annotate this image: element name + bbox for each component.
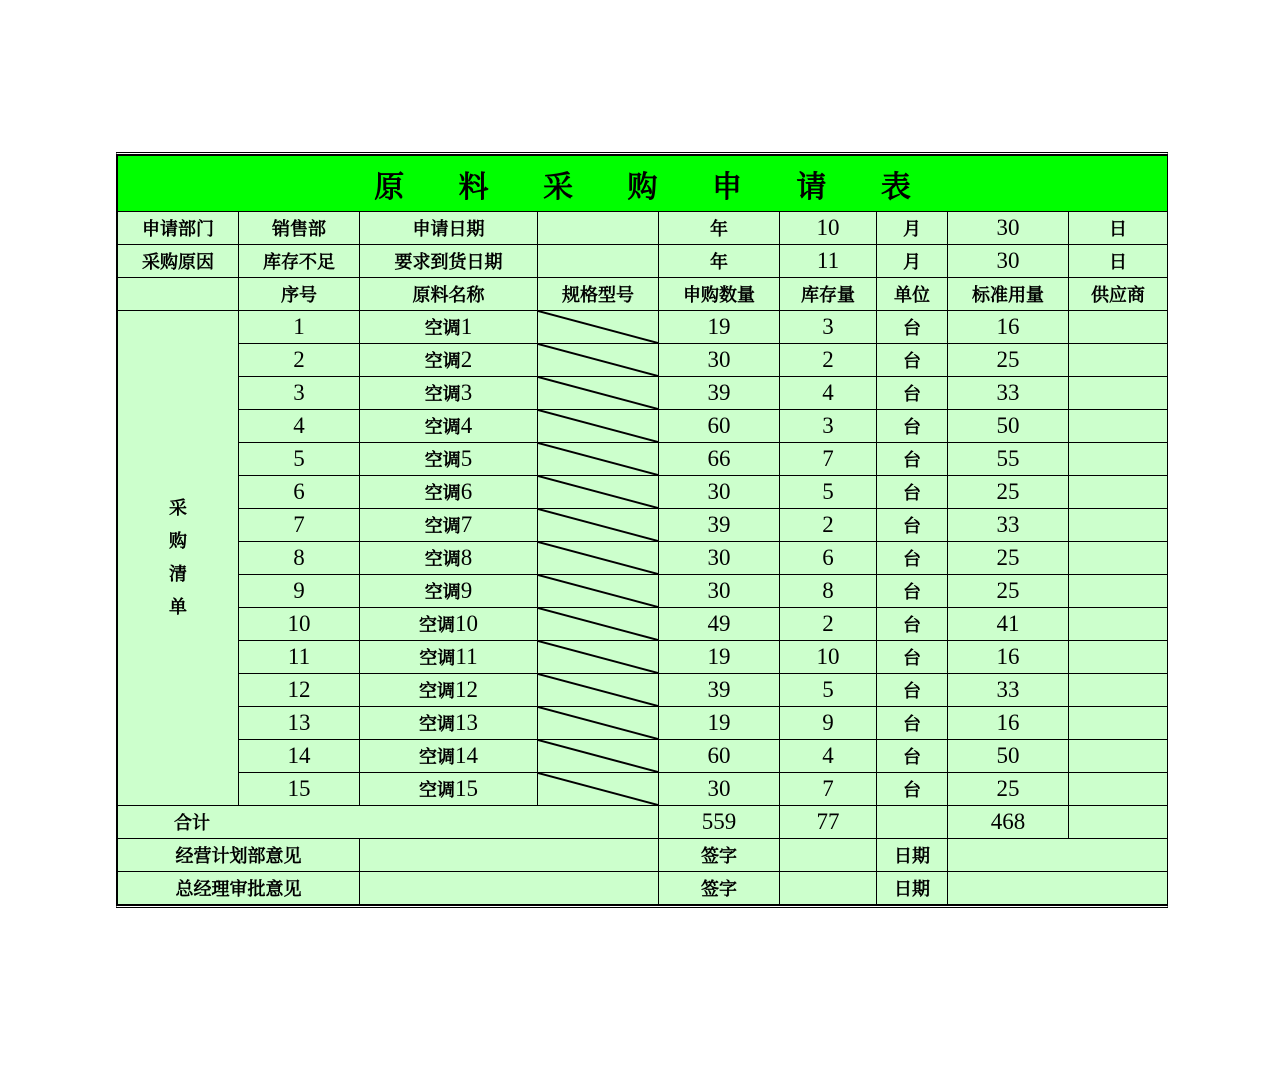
item-supplier[interactable] <box>1069 476 1168 509</box>
item-spec-slash <box>538 542 659 575</box>
item-name[interactable] <box>360 608 538 641</box>
item-row <box>118 707 1168 740</box>
required-month-value[interactable]: 11 <box>780 245 877 278</box>
item-row <box>118 608 1168 641</box>
purchase-request-form <box>116 152 1168 908</box>
required-day-label: 日 <box>1069 245 1168 278</box>
item-std[interactable]: 50 <box>948 410 1069 443</box>
item-qty[interactable]: 19 <box>659 641 780 674</box>
approval-label: 总经理审批意见 <box>118 872 360 905</box>
item-name-number: 9 <box>460 578 473 603</box>
item-std[interactable]: 33 <box>948 509 1069 542</box>
item-stock[interactable]: 5 <box>780 476 877 509</box>
item-name-number: 1 <box>460 314 473 339</box>
item-supplier[interactable] <box>1069 641 1168 674</box>
item-name-prefix: 空调 <box>424 582 461 603</box>
item-unit: 台 <box>877 575 948 608</box>
approval-opinion-field[interactable] <box>360 839 659 872</box>
item-supplier[interactable] <box>1069 443 1168 476</box>
item-name-number: 4 <box>460 413 473 438</box>
apply-month-label: 月 <box>877 212 948 245</box>
item-spec-slash <box>538 740 659 773</box>
item-no: 11 <box>239 641 360 674</box>
item-no: 2 <box>239 344 360 377</box>
item-stock[interactable]: 3 <box>780 410 877 443</box>
item-name-number: 6 <box>460 479 473 504</box>
item-unit: 台 <box>877 707 948 740</box>
column-header-blank <box>118 278 239 311</box>
approval-date-field[interactable] <box>948 839 1168 872</box>
required-day-value[interactable]: 30 <box>948 245 1069 278</box>
item-row <box>118 443 1168 476</box>
item-qty[interactable]: 30 <box>659 773 780 806</box>
item-std[interactable]: 55 <box>948 443 1069 476</box>
item-supplier[interactable] <box>1069 344 1168 377</box>
item-no: 7 <box>239 509 360 542</box>
item-supplier[interactable] <box>1069 410 1168 443</box>
item-unit: 台 <box>877 542 948 575</box>
item-stock[interactable]: 2 <box>780 608 877 641</box>
apply-dept-label: 申请部门 <box>118 212 239 245</box>
item-no: 14 <box>239 740 360 773</box>
column-header-row <box>118 278 1168 311</box>
item-unit: 台 <box>877 476 948 509</box>
item-qty[interactable]: 30 <box>659 542 780 575</box>
approval-row <box>118 839 1168 872</box>
item-spec-slash <box>538 575 659 608</box>
item-name-prefix: 空调 <box>419 615 455 636</box>
diagonal-slash <box>538 773 658 805</box>
approval-sign-field[interactable] <box>780 839 877 872</box>
apply-dept-value[interactable]: 销售部 <box>239 212 360 245</box>
diagonal-slash <box>538 443 658 475</box>
item-no: 3 <box>239 377 360 410</box>
item-unit: 台 <box>877 311 948 344</box>
item-no: 13 <box>239 707 360 740</box>
item-stock[interactable]: 7 <box>780 443 877 476</box>
item-row <box>118 740 1168 773</box>
side-label-text: 采 购 清 单 <box>169 498 187 618</box>
item-unit: 台 <box>877 773 948 806</box>
item-name[interactable] <box>360 740 538 773</box>
diagonal-slash <box>538 608 658 640</box>
diagonal-slash <box>538 674 658 706</box>
item-supplier[interactable] <box>1069 542 1168 575</box>
item-spec-slash <box>538 674 659 707</box>
item-name[interactable] <box>360 509 538 542</box>
item-no: 10 <box>239 608 360 641</box>
item-name-number: 15 <box>455 776 478 801</box>
item-std[interactable]: 16 <box>948 707 1069 740</box>
apply-day-label: 日 <box>1069 212 1168 245</box>
item-stock[interactable]: 8 <box>780 575 877 608</box>
item-stock[interactable]: 9 <box>780 707 877 740</box>
item-no: 5 <box>239 443 360 476</box>
item-row <box>118 509 1168 542</box>
item-unit: 台 <box>877 608 948 641</box>
item-spec-slash <box>538 476 659 509</box>
approval-sign-label: 签字 <box>659 839 780 872</box>
item-no: 6 <box>239 476 360 509</box>
item-std[interactable]: 50 <box>948 740 1069 773</box>
total-supplier <box>1069 806 1168 839</box>
item-no: 1 <box>239 311 360 344</box>
approval-opinion-field[interactable] <box>360 872 659 905</box>
total-qty: 559 <box>659 806 780 839</box>
reason-value[interactable]: 库存不足 <box>239 245 360 278</box>
item-spec-slash <box>538 509 659 542</box>
item-spec-slash <box>538 443 659 476</box>
item-qty[interactable]: 19 <box>659 311 780 344</box>
item-no: 4 <box>239 410 360 443</box>
item-row <box>118 641 1168 674</box>
item-name-number: 5 <box>460 446 473 471</box>
item-name-number: 7 <box>460 512 473 537</box>
item-name[interactable] <box>360 476 538 509</box>
item-unit: 台 <box>877 377 948 410</box>
item-std[interactable]: 25 <box>948 344 1069 377</box>
item-name-number: 2 <box>460 347 473 372</box>
item-qty[interactable]: 19 <box>659 707 780 740</box>
item-supplier[interactable] <box>1069 707 1168 740</box>
item-no: 9 <box>239 575 360 608</box>
item-stock[interactable]: 2 <box>780 509 877 542</box>
item-row <box>118 476 1168 509</box>
item-supplier[interactable] <box>1069 773 1168 806</box>
item-unit: 台 <box>877 641 948 674</box>
apply-month-value[interactable]: 10 <box>780 212 877 245</box>
item-spec-slash <box>538 410 659 443</box>
item-no: 15 <box>239 773 360 806</box>
item-unit: 台 <box>877 674 948 707</box>
item-unit: 台 <box>877 740 948 773</box>
item-name-number: 13 <box>455 710 478 735</box>
required-month-label: 月 <box>877 245 948 278</box>
item-name[interactable] <box>360 344 538 377</box>
item-std[interactable]: 41 <box>948 608 1069 641</box>
diagonal-slash <box>538 542 658 574</box>
item-row <box>118 377 1168 410</box>
item-name-prefix: 空调 <box>419 648 456 669</box>
item-qty[interactable]: 39 <box>659 674 780 707</box>
column-header: 规格型号 <box>538 278 659 311</box>
item-name[interactable] <box>360 575 538 608</box>
approval-sign-label: 签字 <box>659 872 780 905</box>
item-name[interactable] <box>360 773 538 806</box>
item-unit: 台 <box>877 443 948 476</box>
apply-year-value[interactable] <box>538 212 659 245</box>
item-name-prefix: 空调 <box>424 516 461 537</box>
item-name[interactable] <box>360 674 538 707</box>
side-label <box>118 311 239 806</box>
item-unit: 台 <box>877 509 948 542</box>
item-stock[interactable]: 10 <box>780 641 877 674</box>
approval-date-label: 日期 <box>877 872 948 905</box>
column-header: 标准用量 <box>948 278 1069 311</box>
item-qty[interactable]: 39 <box>659 509 780 542</box>
approval-row <box>118 872 1168 905</box>
apply-year-label: 年 <box>659 212 780 245</box>
item-spec-slash <box>538 344 659 377</box>
diagonal-slash <box>538 641 658 673</box>
item-row <box>118 410 1168 443</box>
item-spec-slash <box>538 773 659 806</box>
item-name-prefix: 空调 <box>419 714 455 735</box>
item-std[interactable]: 16 <box>948 311 1069 344</box>
item-supplier[interactable] <box>1069 674 1168 707</box>
item-name-prefix: 空调 <box>424 417 461 438</box>
item-qty[interactable]: 30 <box>659 575 780 608</box>
item-spec-slash <box>538 641 659 674</box>
approval-label: 经营计划部意见 <box>118 839 360 872</box>
apply-day-value[interactable]: 30 <box>948 212 1069 245</box>
item-stock[interactable]: 2 <box>780 344 877 377</box>
item-stock[interactable]: 6 <box>780 542 877 575</box>
item-qty[interactable]: 49 <box>659 608 780 641</box>
item-name-number: 3 <box>460 380 473 405</box>
column-header: 单位 <box>877 278 948 311</box>
item-supplier[interactable] <box>1069 740 1168 773</box>
approval-sign-field[interactable] <box>780 872 877 905</box>
item-supplier[interactable] <box>1069 575 1168 608</box>
required-year-label: 年 <box>659 245 780 278</box>
item-std[interactable]: 25 <box>948 542 1069 575</box>
diagonal-slash <box>538 509 658 541</box>
total-unit <box>877 806 948 839</box>
item-std[interactable]: 33 <box>948 674 1069 707</box>
item-spec-slash <box>538 608 659 641</box>
diagonal-slash <box>538 575 658 607</box>
item-qty[interactable]: 60 <box>659 740 780 773</box>
item-name[interactable] <box>360 542 538 575</box>
item-name-prefix: 空调 <box>424 384 461 405</box>
item-name[interactable] <box>360 641 538 674</box>
item-supplier[interactable] <box>1069 608 1168 641</box>
item-name-prefix: 空调 <box>424 318 461 339</box>
item-qty[interactable]: 30 <box>659 476 780 509</box>
item-qty[interactable]: 39 <box>659 377 780 410</box>
approval-date-label: 日期 <box>877 839 948 872</box>
item-supplier[interactable] <box>1069 509 1168 542</box>
form-table <box>117 155 1168 905</box>
item-row <box>118 344 1168 377</box>
required-date-label: 要求到货日期 <box>360 245 538 278</box>
diagonal-slash <box>538 707 658 739</box>
item-stock[interactable]: 3 <box>780 311 877 344</box>
reason-label: 采购原因 <box>118 245 239 278</box>
item-unit: 台 <box>877 344 948 377</box>
item-qty[interactable]: 30 <box>659 344 780 377</box>
item-stock[interactable]: 4 <box>780 740 877 773</box>
item-stock[interactable]: 4 <box>780 377 877 410</box>
item-name-prefix: 空调 <box>424 450 461 471</box>
item-qty[interactable]: 60 <box>659 410 780 443</box>
column-header: 申购数量 <box>659 278 780 311</box>
column-header: 原料名称 <box>360 278 538 311</box>
item-name-number: 11 <box>455 644 478 669</box>
item-name-prefix: 空调 <box>419 747 455 768</box>
item-qty[interactable]: 66 <box>659 443 780 476</box>
item-name[interactable] <box>360 707 538 740</box>
item-row <box>118 674 1168 707</box>
column-header: 供应商 <box>1069 278 1168 311</box>
item-name-prefix: 空调 <box>424 483 461 504</box>
item-name[interactable] <box>360 311 538 344</box>
item-supplier[interactable] <box>1069 377 1168 410</box>
item-std[interactable]: 25 <box>948 476 1069 509</box>
item-std[interactable]: 25 <box>948 575 1069 608</box>
item-row <box>118 575 1168 608</box>
required-year-value[interactable] <box>538 245 659 278</box>
diagonal-slash <box>538 311 658 343</box>
item-name-number: 8 <box>460 545 473 570</box>
item-name-prefix: 空调 <box>419 780 455 801</box>
form-title: 原 料 采 购 申 请 表 <box>118 156 1168 212</box>
item-name-prefix: 空调 <box>424 351 461 372</box>
diagonal-slash <box>538 377 658 409</box>
item-row <box>118 542 1168 575</box>
diagonal-slash <box>538 344 658 376</box>
item-stock[interactable]: 7 <box>780 773 877 806</box>
item-name[interactable] <box>360 377 538 410</box>
total-row <box>118 806 1168 839</box>
item-name-prefix: 空调 <box>424 549 461 570</box>
item-spec-slash <box>538 377 659 410</box>
item-std[interactable]: 25 <box>948 773 1069 806</box>
column-header: 库存量 <box>780 278 877 311</box>
item-name-number: 12 <box>455 677 478 702</box>
apply-date-label: 申请日期 <box>360 212 538 245</box>
total-stock: 77 <box>780 806 877 839</box>
item-supplier[interactable] <box>1069 311 1168 344</box>
item-spec-slash <box>538 311 659 344</box>
item-name-prefix: 空调 <box>419 681 455 702</box>
item-name[interactable] <box>360 410 538 443</box>
approval-date-field[interactable] <box>948 872 1168 905</box>
item-row <box>118 311 1168 344</box>
item-no: 12 <box>239 674 360 707</box>
item-name-number: 14 <box>455 743 478 768</box>
item-row <box>118 773 1168 806</box>
column-header: 序号 <box>239 278 360 311</box>
diagonal-slash <box>538 476 658 508</box>
item-no: 8 <box>239 542 360 575</box>
total-label: 合计 <box>118 806 659 839</box>
total-std: 468 <box>948 806 1069 839</box>
item-std[interactable]: 33 <box>948 377 1069 410</box>
item-std[interactable]: 16 <box>948 641 1069 674</box>
item-name-number: 10 <box>455 611 478 636</box>
item-stock[interactable]: 5 <box>780 674 877 707</box>
item-unit: 台 <box>877 410 948 443</box>
item-spec-slash <box>538 707 659 740</box>
diagonal-slash <box>538 740 658 772</box>
diagonal-slash <box>538 410 658 442</box>
item-name[interactable] <box>360 443 538 476</box>
